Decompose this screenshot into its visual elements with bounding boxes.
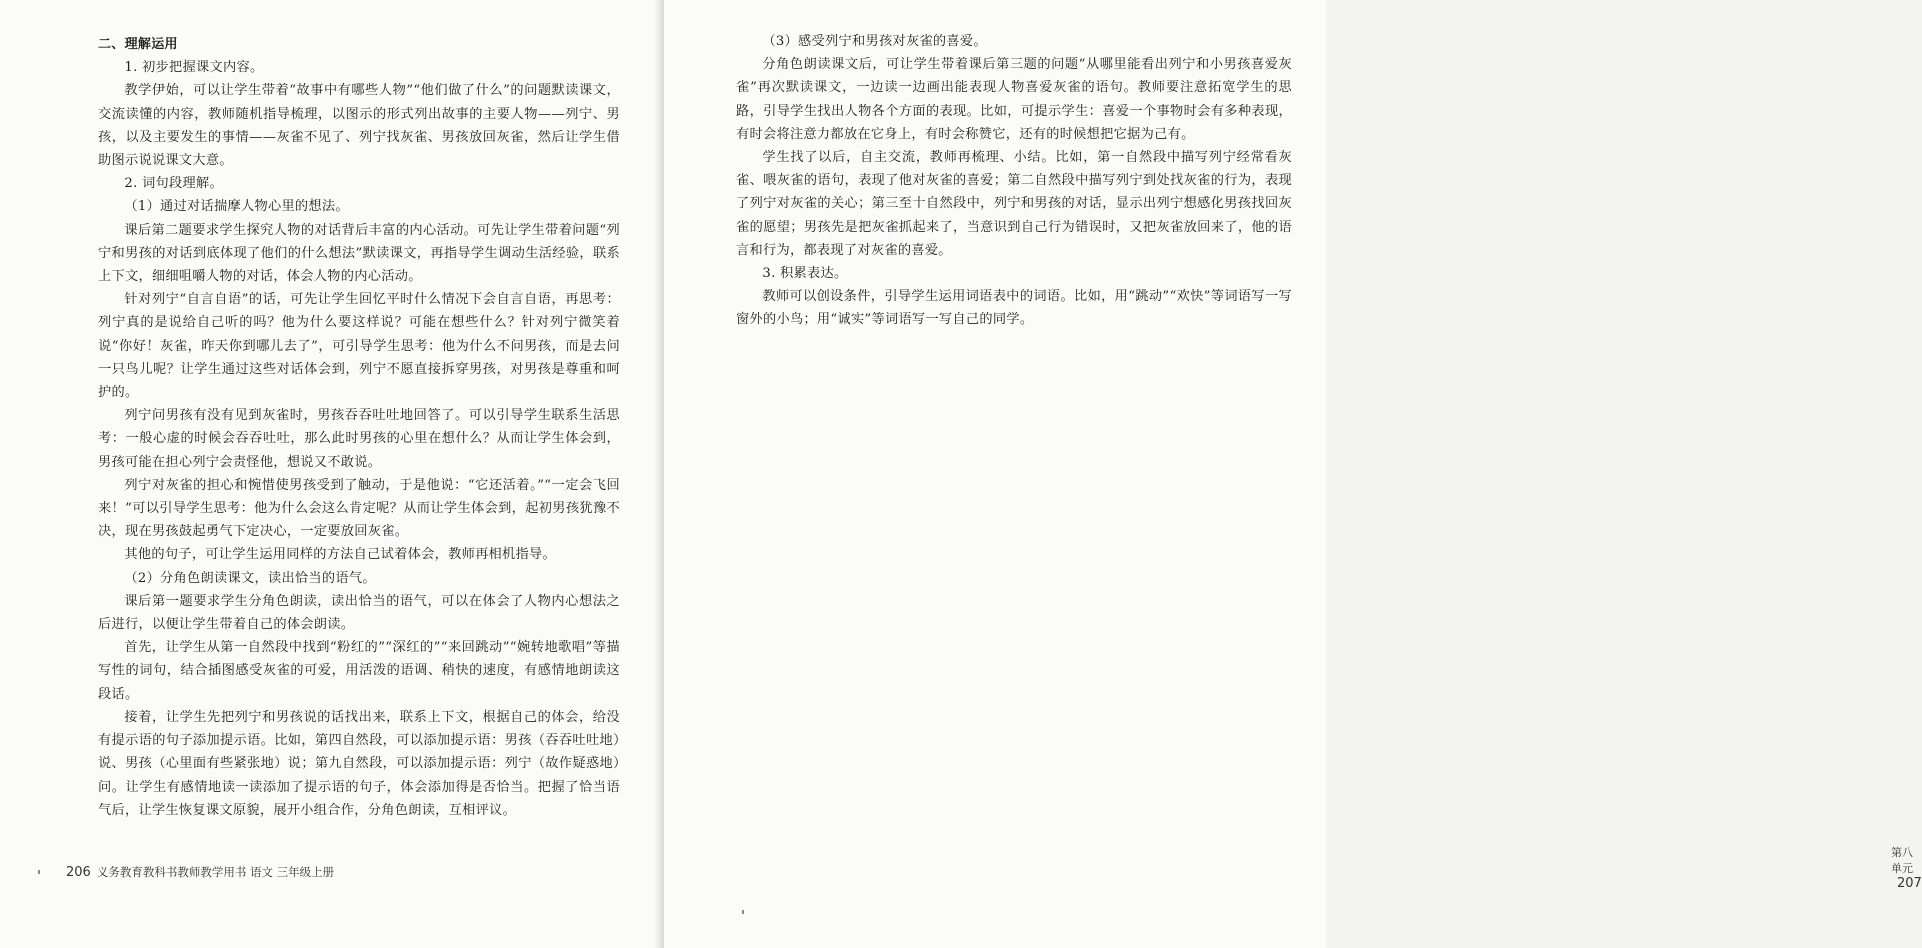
paragraph: 1. 初步把握课文内容。 [124,60,264,76]
scan-speck [38,870,40,874]
paragraph: 列宁对灰雀的担心和惋惜使男孩受到了触动，于是他说：“它还活着。”“一定会飞回来！”可以引导学生思考：他为什么会这么肯定呢？从而让学生体会到，起初男孩犹豫不决，现在男孩鼓起勇气下定决心，一定要放回灰雀。 [98,477,620,540]
paragraph: 2. 词句段理解。 [124,176,223,192]
paragraph: 接着，让学生先把列宁和男孩说的话找出来，联系上下文，根据自己的体会，给没有提示语的句子添加提示语。比如，第四自然段，可以添加提示语：男孩（吞吞吐吐地）说、男孩（心里面有些紧张地）说；第九自然段，可以添加提示语：列宁（故作疑惑地）问。让学生有感情地读一读添加了提示语的句子，体会添加得是否恰当。把握了恰当语气后，让学生恢复课文原貌，展开小组合作，分角色朗读，互相评议。 [98,709,620,818]
scan-speck [742,910,744,914]
unit-label: 第八单元 [1891,846,1913,875]
paragraph: （2）分角色朗读课文，读出恰当的语气。 [124,570,376,586]
paragraph: 分角色朗读课文后，可让学生带着课后第三题的问题“从哪里能看出列宁和小男孩喜爱灰雀”再次默读课文，一边读一边画出能表现人物喜爱灰雀的语句。教师要注意拓宽学生的思路，引导学生找出人物各个方面的表现。比如，可提示学生：喜爱一个事物时会有多种表现，有时会将注意力都放在它身上，有时会称赞它，还有的时候想把它据为己有。 [736,57,1292,142]
left-page [0,0,662,948]
paragraph: 针对列宁“自言自语”的话，可先让学生回忆平时什么情况下会自言自语，再思考：列宁真的是说给自己听的吗？他为什么要这样说？可能在想些什么？针对列宁微笑着说“你好！灰雀，昨天你到哪儿去了”，可引导学生思考：他为什么不问男孩，而是去问一只鸟儿呢？让学生通过这些对话体会到，列宁不愿直接拆穿男孩，对男孩是尊重和呵护的。 [98,292,620,401]
paragraph: （1）通过对话揣摩人物心里的想法。 [124,199,349,215]
paragraph: 教学伊始，可以让学生带着“故事中有哪些人物”“他们做了什么”的问题默读课文，交流读懂的内容，教师随机指导梳理，以图示的形式列出故事的主要人物——列宁、男孩，以及主要发生的事情——灰雀不见了、列宁找灰雀、男孩放回灰雀，然后让学生借助图示说说课文大意。 [98,83,620,169]
paragraph: 其他的句子，可让学生运用同样的方法自己试着体会，教师再相机指导。 [124,547,556,563]
paragraph: 学生找了以后，自主交流，教师再梳理、小结。比如，第一自然段中描写列宁经常看灰雀、喂灰雀的语句，表现了他对灰雀的喜爱；第二自然段中描写列宁到处找灰雀的行为，表现了列宁对灰雀的关心；第三至十自然段中，列宁和男孩的对话，显示出列宁想感化男孩找回灰雀的愿望；男孩先是把灰雀抓起来了，当意识到自己行为错误时，又把灰雀放回来了，他的语言和行为，都表现了对灰雀的喜爱。 [736,150,1292,258]
right-page-footer [1891,844,1922,891]
paragraph: 列宁问男孩有没有见到灰雀时，男孩吞吞吐吐地回答了。可以引导学生联系生活思考：一般心虚的时候会吞吞吐吐，那么此时男孩的心里在想什么？从而让学生体会到，男孩可能在担心列宁会责怪他，想说又不敢说。 [98,408,620,470]
left-page-text [98,33,620,822]
paragraph: 3. 积累表达。 [762,266,848,282]
left-page-footer [66,864,334,880]
right-page-text [736,30,1292,332]
page-number: 207 [1897,876,1922,891]
section-heading: 二、理解运用 [98,37,178,52]
right-page [664,0,1922,948]
paragraph: 课后第二题要求学生探究人物的对话背后丰富的内心活动。可先让学生带着问题“列宁和男孩的对话到底体现了他们的什么想法”默读课文，再指导学生调动生活经验，联系上下文，细细咀嚼人物的对话，体会人物的内心活动。 [98,222,620,285]
page-number: 206 [66,865,91,880]
paragraph: 课后第一题要求学生分角色朗读，读出恰当的语气，可以在体会了人物内心想法之后进行，以便让学生带着自己的体会朗读。 [98,593,620,633]
paragraph: （3）感受列宁和男孩对灰雀的喜爱。 [762,34,987,49]
book-title: 义务教育教科书教师教学用书 语文 三年级上册 [96,865,335,879]
paragraph: 教师可以创设条件，引导学生运用词语表中的词语。比如，用“跳动”“欢快”等词语写一写窗外的小鸟；用“诚实”等词语写一写自己的同学。 [736,289,1292,328]
paragraph: 首先，让学生从第一自然段中找到“粉红的”“深红的”“来回跳动”“婉转地歌唱”等描写性的词句，结合插图感受灰雀的可爱，用活泼的语调、稍快的速度，有感情地朗读这段话。 [98,640,620,702]
